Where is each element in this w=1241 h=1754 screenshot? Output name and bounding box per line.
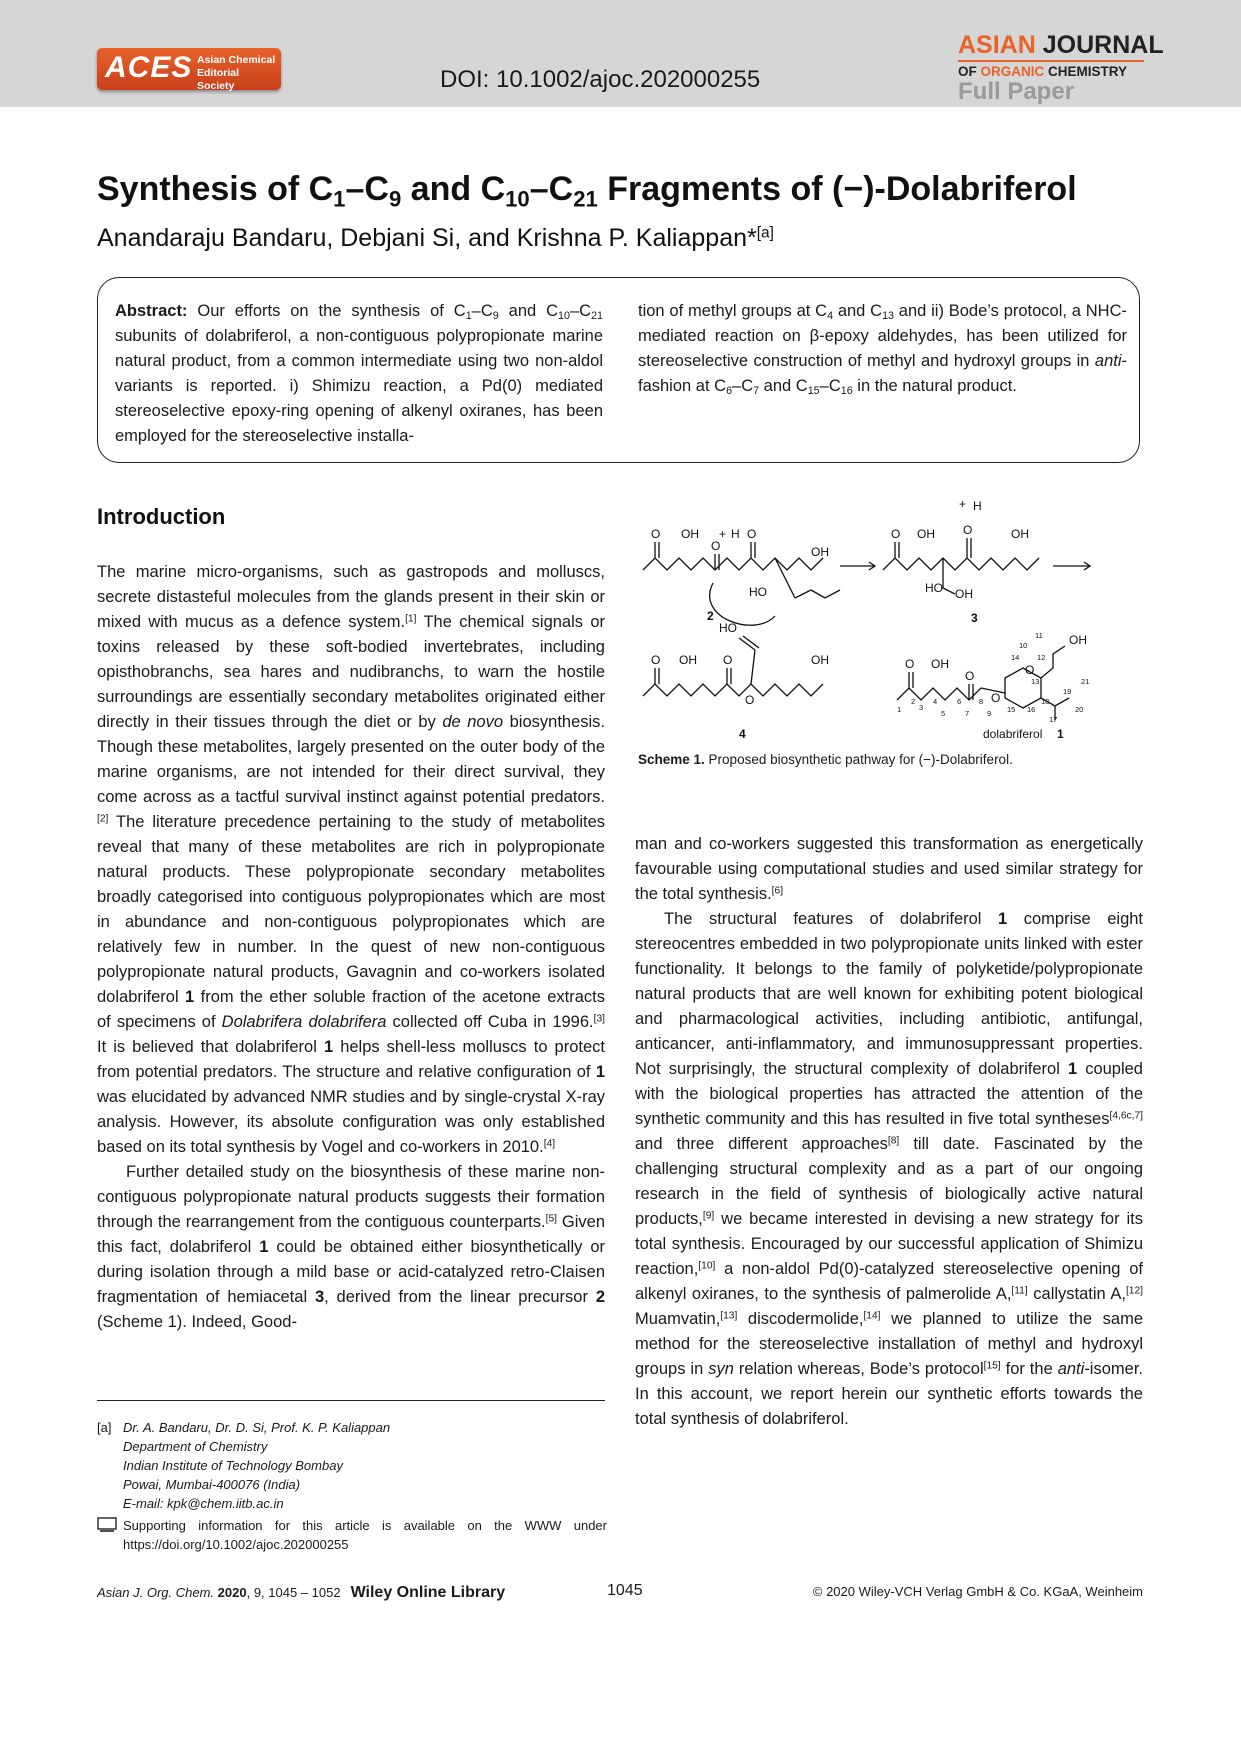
scheme-label: OH bbox=[811, 545, 829, 559]
scheme-label: HO bbox=[749, 585, 767, 599]
journal-line1-a: ASIAN bbox=[958, 31, 1036, 59]
atom-number: 2 bbox=[911, 697, 916, 706]
intro-column-right bbox=[635, 832, 1143, 1432]
atom-number: 16 bbox=[1027, 705, 1036, 714]
scheme-label: OH bbox=[955, 587, 973, 601]
article-type: Full Paper bbox=[958, 78, 1075, 105]
scheme-bond bbox=[1041, 646, 1065, 678]
scheme-label: O bbox=[891, 527, 901, 541]
footnote-email[interactable]: E-mail: kpk@chem.iitb.ac.in bbox=[123, 1496, 284, 1511]
scheme-label: O bbox=[747, 527, 757, 541]
atom-number: 1 bbox=[897, 705, 902, 714]
scheme-label: O bbox=[745, 693, 755, 707]
scheme-ring bbox=[1005, 668, 1041, 708]
atom-number: 12 bbox=[1037, 653, 1046, 662]
scheme-label: O bbox=[651, 527, 661, 541]
journal-line2-a: OF bbox=[958, 64, 977, 79]
scheme-bond bbox=[811, 590, 825, 598]
scheme-label: OH bbox=[931, 657, 949, 671]
intro-paragraph-1: The marine micro-organisms, such as gastropods and molluscs, secrete distasteful molecules from the glands present in their skin or mixed with mucus as a defence system.[1] The chemical signals or toxins released by these soft-bodied invertebrates, including opisthobranchs, sea hares and nudibranchs, to warn the hostile surroundings are essentially secondary metabolites originated either directly in their tissues through the diet or by de novo biosynthesis. Though these metabolites, largely presented on the outer body of the marine organisms, are not intended for their direct survival, they come across as a tactful survival instinct against potential predators.[2] The literature precedence pertaining to the study of metabolites reveal that many of these metabolites are rich in polypropionate natural products. These polypropionate secondary metabolites broadly categorised into contiguous polypropionates which are most in abundance and non-contiguous polypropionates which are relatively few in number. In the quest of new non-contiguous polypropionate natural products, Gavagnin and co-workers isolated dolabriferol 1 from the ether soluble fraction of the acetone extracts of specimens of Dolabrifera dolabrifera collected off Cuba in 1996.[3] It is believed that dolabriferol 1 helps shell-less molluscs to protect from potential predators. The structure and relative configuration of 1 was elucidated by advanced NMR studies and by single-crystal X-ray analysis. However, its absolute configuration was only established based on its total synthesis by Vogel and co-workers in 2010.[4] bbox=[97, 563, 606, 1156]
abstract-right: tion of methyl groups at $C_4$ and $C_{13}$ and ii) Bode’s protocol, a NHC-mediated reaction on β-epoxy aldehydes, has been utilized for stereoselective construction of methyl and hydroxyl groups in anti-fashion at $C_6-C_7$ and $C_{15}-C_{16}$ in the natural product. bbox=[638, 302, 1127, 398]
scheme-label: H bbox=[731, 527, 740, 541]
scheme-label: O bbox=[905, 657, 915, 671]
aces-logo[interactable] bbox=[97, 48, 281, 90]
intro-paragraph-4: The structural features of dolabriferol 1 comprise eight stereocentres embedded in two polypropionate units linked with ester functionality. It belongs to the family of polyketide/polypropionate natural products that are well known for exhibiting potent biological and pharmacological activities, including antibiotic, antifungal, anticancer, anti-inflammatory, and immunosuppressant properties. Not surprisingly, the structural complexity of dolabriferol 1 coupled with the biological properties has attracted the attention of the synthetic community and this has resulted in five total syntheses[4,6c,7] and three different approaches[8] till date. Fascinated by the challenging structural complexity and as a part of our ongoing research in the field of synthesis of biologically active natural products,[9] we became interested in devising a new strategy for its total synthesis. Encouraged by our successful application of Shimizu reaction,[10] a non-aldol Pd(0)-catalyzed stereoselective opening of alkenyl oxiranes, to the synthesis of palmerolide A,[11] callystatin A,[12] Muamvatin,[13] discodermolide,[14] we planned to utilize the same method for the stereoselective installation of methyl and hydroxyl groups in syn relation whereas, Bode’s protocol[15] for the anti-isomer. In this account, we report herein our synthetic efforts towards the total synthesis of dolabriferol. bbox=[635, 910, 1144, 1428]
scheme-label: OH bbox=[679, 653, 697, 667]
atom-number: 14 bbox=[1011, 653, 1020, 662]
intro-paragraph-2: Further detailed study on the biosynthesis of these marine non-contiguous polypropionate natural products suggests their formation through the rearrangement from the contiguous counterparts.[5] Given this fact, dolabriferol 1 could be obtained either biosynthetically or during isolation through a mild base or acid-catalyzed retro-Claisen fragmentation of hemiacetal 3, derived from the linear precursor 2 (Scheme 1). Indeed, Good- bbox=[97, 1163, 605, 1331]
author-list: Anandaraju Bandaru, Debjani Si, and Krishna P. Kaliappan*[a] bbox=[97, 224, 774, 252]
journal-line1-b: JOURNAL bbox=[1042, 31, 1164, 59]
atom-number: 18 bbox=[1041, 697, 1050, 706]
scheme-label: + bbox=[959, 498, 967, 511]
scheme-bond bbox=[795, 590, 811, 598]
journal-rule bbox=[958, 60, 1144, 62]
atom-number: 13 bbox=[1031, 677, 1040, 686]
atom-number: 19 bbox=[1063, 687, 1072, 696]
scheme-bond bbox=[751, 650, 755, 684]
atom-number: 5 bbox=[941, 709, 946, 718]
compound-2-label: 2 bbox=[707, 609, 714, 623]
computer-icon bbox=[97, 1517, 117, 1533]
scheme-label: OH bbox=[681, 527, 699, 541]
aces-logo-text: ACES bbox=[105, 51, 193, 84]
compound-3-label: 3 bbox=[971, 611, 978, 625]
supporting-info-text[interactable]: Supporting information for this article is available on the WWW under https://doi.org/10.1002/ajoc.202000255 bbox=[123, 1518, 607, 1552]
scheme-label: O bbox=[963, 523, 973, 537]
citation-link[interactable]: [1] bbox=[405, 613, 417, 625]
abstract-left: Abstract: Our efforts on the synthesis of $C_1-C_9$ and $C_{10}-C_{21}$ subunits of dolabriferol, a non-contiguous polypropionate marine natural product, from a common intermediate using two non-aldol variants is reported. i) Shimizu reaction, a Pd(0) mediated stereoselective epoxy-ring opening of alkenyl oxiranes, has been employed for the stereoselective installa- bbox=[115, 302, 603, 445]
citation-link[interactable]: [11] bbox=[1011, 1285, 1028, 1297]
citation-link[interactable]: [2] bbox=[97, 813, 109, 825]
citation-link[interactable]: [4] bbox=[543, 1138, 556, 1150]
scheme-bond bbox=[775, 558, 795, 598]
compound-1-name: dolabriferol bbox=[983, 727, 1043, 741]
atom-number: 3 bbox=[919, 703, 924, 712]
atom-number: 21 bbox=[1081, 677, 1090, 686]
scheme-label: O bbox=[723, 653, 733, 667]
journal-line2-b: ORGANIC bbox=[980, 64, 1045, 79]
supporting-info-note bbox=[97, 1516, 607, 1554]
article-title: Synthesis of $C_1-C_9$ and $C_{10}-C_{21}$ Fragments of (−)-Dolabriferol bbox=[97, 170, 1077, 212]
scheme-label: O bbox=[651, 653, 661, 667]
page-number: 1045 bbox=[607, 1582, 643, 1599]
journal-brand bbox=[958, 32, 1198, 105]
footnote-line: Indian Institute of Technology Bombay bbox=[123, 1458, 343, 1473]
scheme-bond bbox=[643, 558, 823, 570]
atom-number-group bbox=[897, 631, 1089, 724]
scheme-label: + bbox=[719, 527, 727, 541]
scheme-label: O bbox=[1025, 663, 1035, 677]
intro-paragraph-3: man and co-workers suggested this transformation as energetically favourable using computational studies and used similar strategy for the total synthesis.[6] bbox=[635, 835, 1143, 903]
compound-4-label: 4 bbox=[739, 727, 746, 741]
affiliation-footnote bbox=[97, 1418, 607, 1513]
scheme-label: OH bbox=[917, 527, 935, 541]
scheme-label: OH bbox=[1069, 633, 1087, 647]
atom-number: 17 bbox=[1049, 715, 1058, 724]
scheme-bond bbox=[825, 590, 840, 598]
footnote-line: Dr. A. Bandaru, Dr. D. Si, Prof. K. P. Kaliappan bbox=[123, 1420, 391, 1435]
scheme-1-figure bbox=[635, 498, 1155, 748]
atom-number: 10 bbox=[1019, 641, 1028, 650]
footnote-line: Powai, Mumbai-400076 (India) bbox=[123, 1477, 301, 1492]
scheme-label: H bbox=[973, 499, 982, 513]
scheme-label: OH bbox=[811, 653, 829, 667]
aces-logo-subtext: Asian Chemical Editorial Society bbox=[197, 54, 276, 92]
doi-link[interactable]: DOI: 10.1002/ajoc.202000255 bbox=[440, 66, 761, 93]
footnote-rule bbox=[97, 1400, 605, 1401]
scheme-bond bbox=[643, 684, 823, 696]
atom-number: 7 bbox=[965, 709, 970, 718]
footer-citation: Asian J. Org. Chem. 2020, 9, 1045 – 1052 Wiley Online Library bbox=[97, 1584, 506, 1601]
section-heading-introduction: Introduction bbox=[97, 504, 226, 529]
citation-link[interactable]: [12] bbox=[1125, 1285, 1143, 1297]
citation-link[interactable]: [5] bbox=[545, 1213, 557, 1225]
copyright-notice: © 2020 Wiley-VCH Verlag GmbH & Co. KGaA, Weinheim bbox=[812, 1584, 1143, 1599]
citation-link[interactable]: [3] bbox=[593, 1013, 605, 1025]
citation-link[interactable]: [8] bbox=[887, 1135, 900, 1147]
citation-link[interactable]: [13] bbox=[720, 1310, 738, 1322]
footnote-line: Department of Chemistry bbox=[123, 1439, 268, 1454]
scheme-caption: Scheme 1. Proposed biosynthetic pathway for (−)-Dolabriferol. bbox=[638, 752, 1013, 767]
journal-line2-c: CHEMISTRY bbox=[1048, 64, 1128, 79]
compound-1-label: 1 bbox=[1057, 727, 1064, 741]
scheme-label: HO bbox=[719, 621, 737, 635]
intro-column-left bbox=[97, 560, 605, 1335]
citation-link[interactable]: [10] bbox=[698, 1260, 716, 1272]
scheme-label: HO bbox=[925, 581, 943, 595]
scheme-bond bbox=[883, 558, 1039, 570]
citation-link[interactable]: [15] bbox=[983, 1360, 1001, 1372]
atom-number: 8 bbox=[979, 697, 984, 706]
atom-number: 4 bbox=[933, 697, 938, 706]
scheme-label: OH bbox=[1011, 527, 1029, 541]
footnote-label: [a] bbox=[97, 1420, 112, 1435]
scheme-label: O bbox=[711, 539, 721, 553]
citation-link[interactable]: [14] bbox=[863, 1310, 881, 1322]
scheme-label: O bbox=[965, 669, 975, 683]
atom-number: 9 bbox=[987, 709, 992, 718]
atom-number: 20 bbox=[1075, 705, 1084, 714]
atom-number: 11 bbox=[1035, 631, 1043, 640]
scheme-label: O bbox=[991, 691, 1001, 705]
atom-number: 15 bbox=[1007, 705, 1016, 714]
atom-number: 6 bbox=[957, 697, 962, 706]
citation-link[interactable]: [4,6c,7] bbox=[1109, 1110, 1143, 1122]
wiley-online-library-link[interactable]: Wiley Online Library bbox=[350, 1584, 506, 1601]
citation-link[interactable]: [6] bbox=[771, 885, 784, 897]
citation-link[interactable]: [9] bbox=[702, 1210, 715, 1222]
